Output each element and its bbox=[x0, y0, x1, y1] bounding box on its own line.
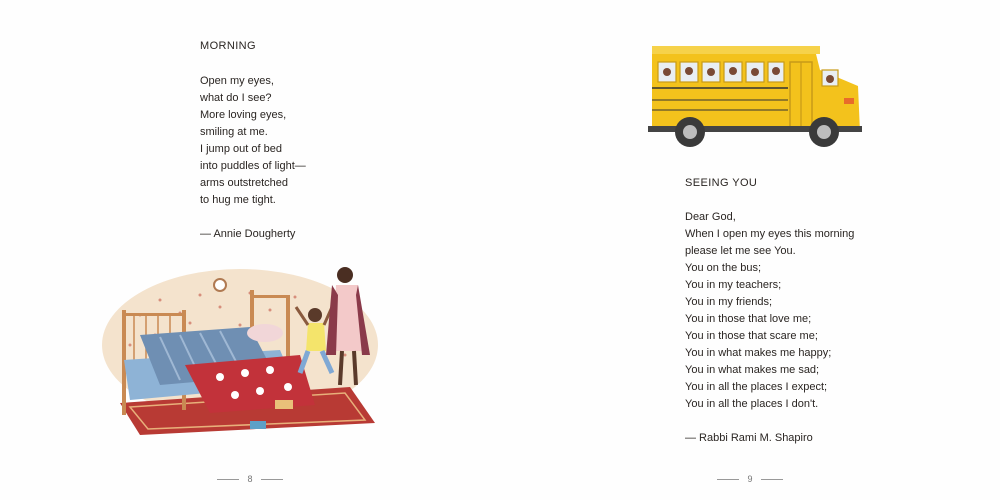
poem-line: what do I see? bbox=[200, 92, 272, 104]
poem-line: You in those that love me; bbox=[685, 313, 812, 325]
poem-line: You in all the places I expect; bbox=[685, 381, 828, 393]
school-bus-illustration bbox=[644, 40, 864, 155]
folio-rule bbox=[217, 479, 239, 480]
bedroom-illustration bbox=[100, 255, 380, 445]
poem-line: to hug me tight. bbox=[200, 194, 276, 206]
folio-rule bbox=[717, 479, 739, 480]
poem-line: I jump out of bed bbox=[200, 143, 282, 155]
poem-body-morning bbox=[200, 73, 306, 209]
poem-line: More loving eyes, bbox=[200, 109, 287, 121]
poem-line: You in all the places I don't. bbox=[685, 398, 819, 410]
poem-line: arms outstretched bbox=[200, 177, 289, 189]
poem-line: Open my eyes, bbox=[200, 75, 274, 87]
poem-attribution-seeing-you: — Rabbi Rami M. Shapiro bbox=[685, 432, 813, 444]
poem-line: please let me see You. bbox=[685, 245, 796, 257]
poem-line: When I open my eyes this morning bbox=[685, 228, 855, 240]
page-number-label: 9 bbox=[747, 474, 753, 484]
poem-line: You in those that scare me; bbox=[685, 330, 818, 342]
page-number-left bbox=[210, 472, 290, 486]
poem-title-morning: MORNING bbox=[200, 40, 256, 52]
folio-rule bbox=[261, 479, 283, 480]
poem-line: into puddles of light— bbox=[200, 160, 306, 172]
poem-body-seeing-you bbox=[685, 209, 854, 413]
poem-title-seeing-you: SEEING YOU bbox=[685, 177, 758, 189]
poem-line: You in my teachers; bbox=[685, 279, 782, 291]
page-number-label: 8 bbox=[247, 474, 253, 484]
poem-line: You on the bus; bbox=[685, 262, 762, 274]
poem-line: You in what makes me happy; bbox=[685, 347, 832, 359]
folio-rule bbox=[761, 479, 783, 480]
page-number-right bbox=[710, 472, 790, 486]
poem-attribution-morning: — Annie Dougherty bbox=[200, 228, 296, 240]
right-page bbox=[500, 0, 1000, 500]
poem-line: smiling at me. bbox=[200, 126, 268, 138]
poem-line: You in what makes me sad; bbox=[685, 364, 820, 376]
poem-line: You in my friends; bbox=[685, 296, 773, 308]
poem-line: Dear God, bbox=[685, 211, 736, 223]
